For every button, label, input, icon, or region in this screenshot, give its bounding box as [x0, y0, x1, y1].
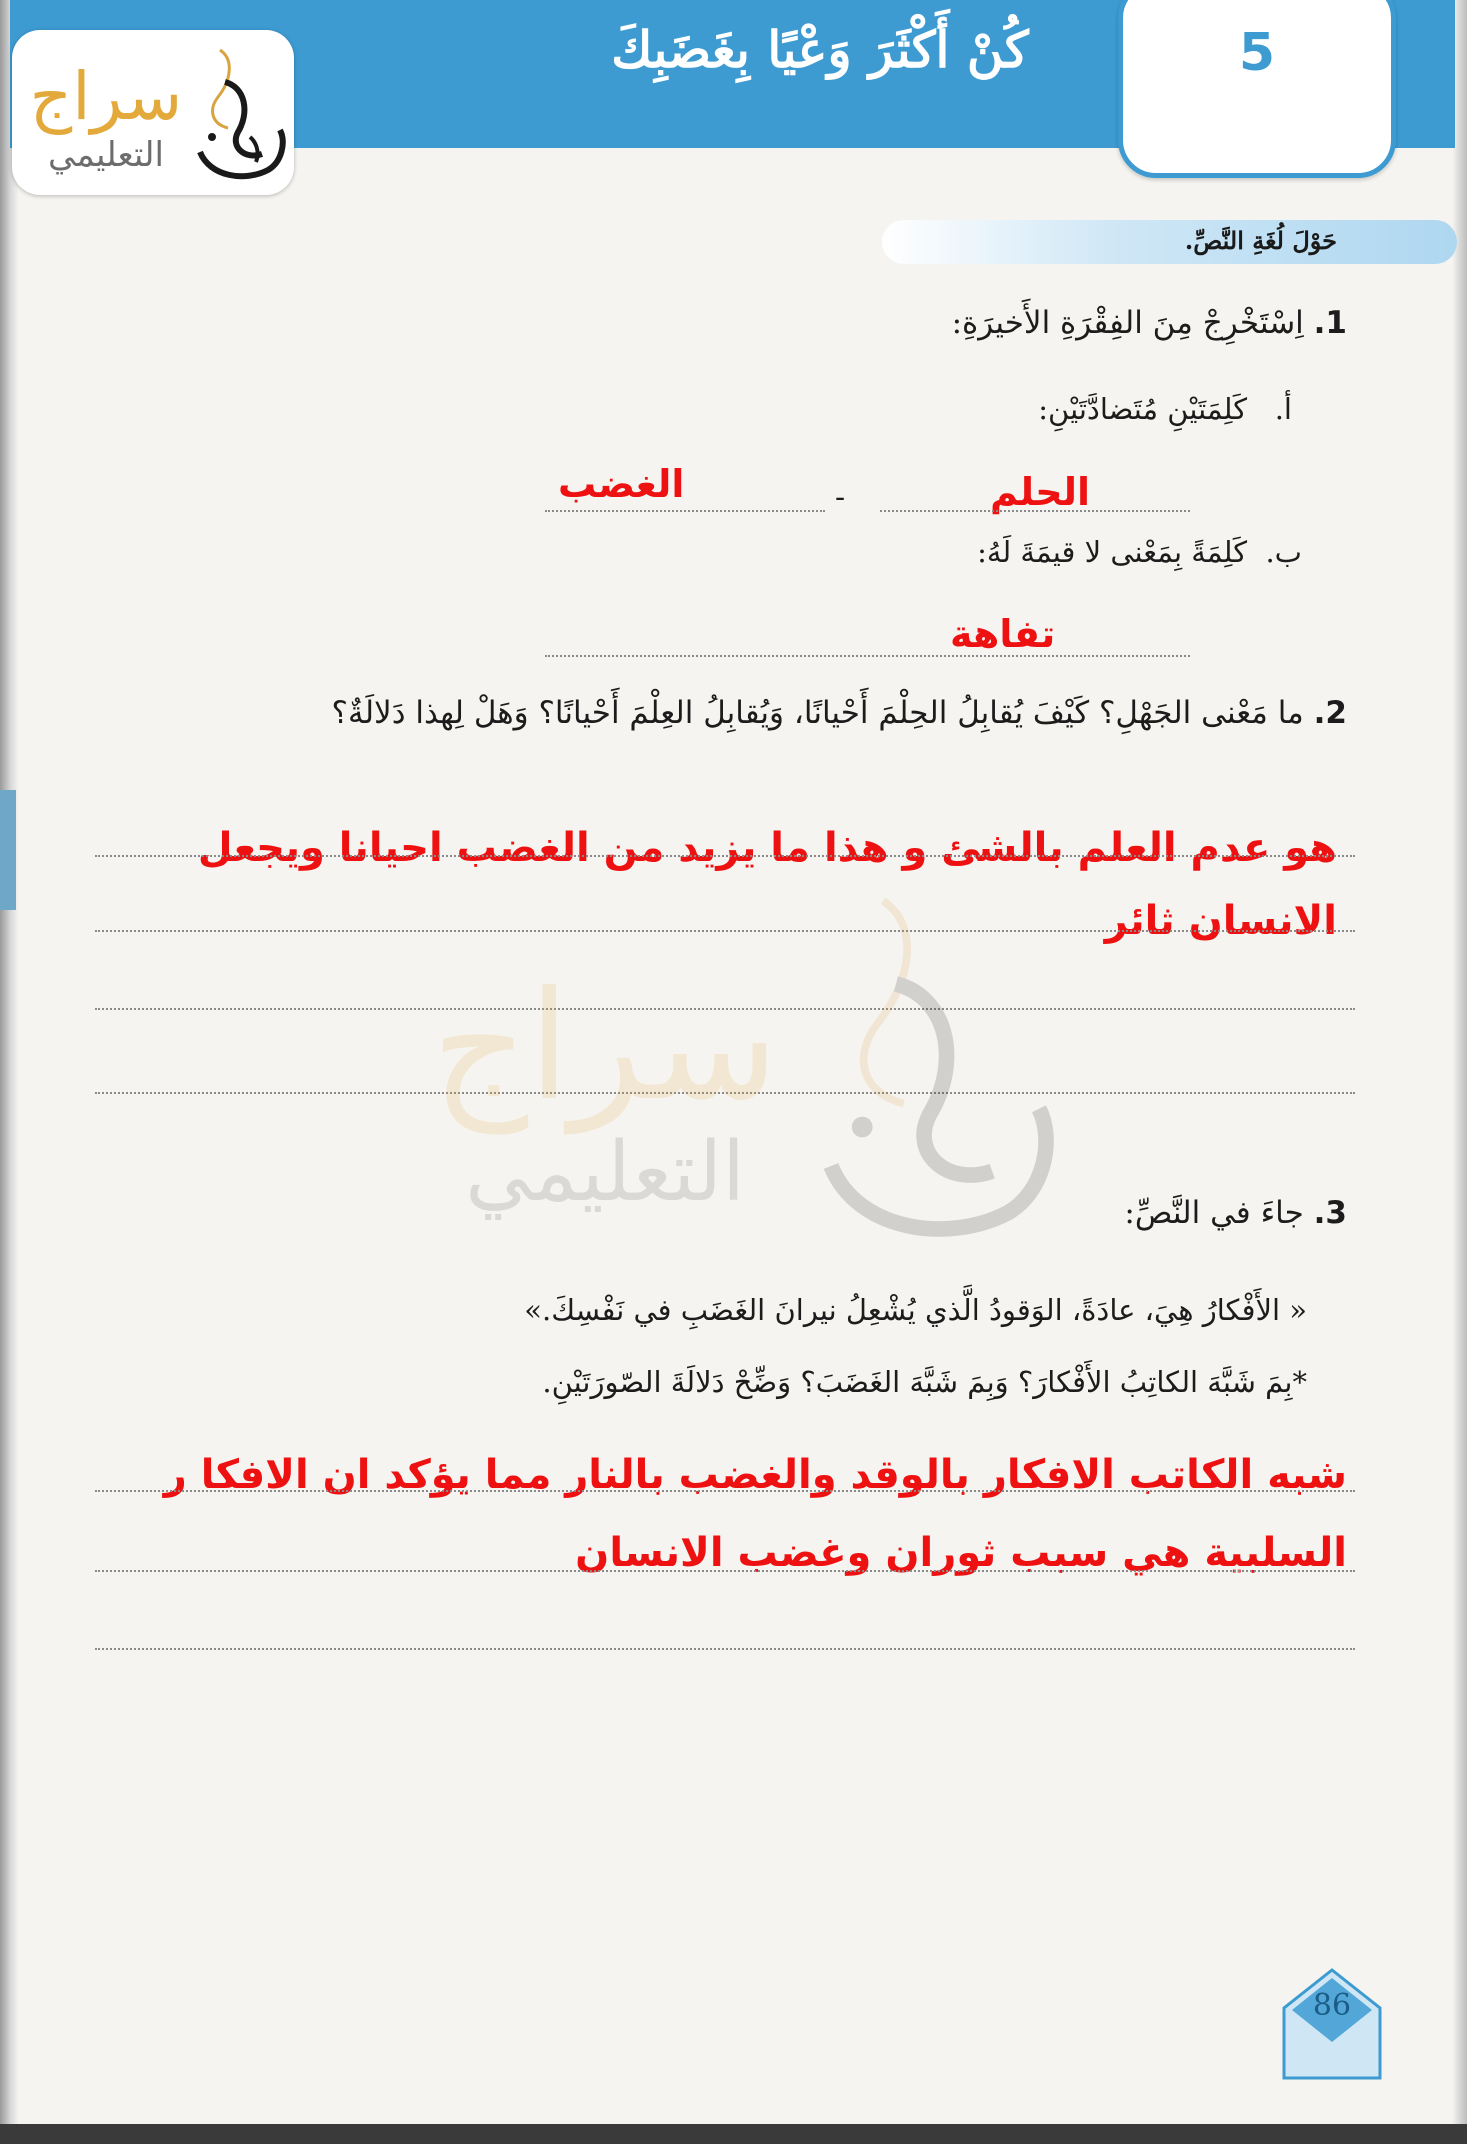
watermark-text-primary: سراج	[431, 960, 779, 1134]
answer-3-line-2: السلبية هي سبب ثوران وغضب الانسان	[575, 1530, 1347, 1576]
question-1-number: 1.	[1313, 305, 1347, 341]
scan-bottom-strip	[0, 2124, 1467, 2144]
answer-line-1a-right	[880, 510, 1190, 512]
question-2-text: ما مَعْنى الجَهْلِ؟ كَيْفَ يُقابِلُ الحِلْمَ أَحْيانًا، وَيُقابِلُ العِلْمَ أَحْيانًا؟ وَهَلْ لِهذا دَلالَةٌ؟	[331, 695, 1304, 731]
page-number-badge	[1280, 1968, 1384, 2080]
calligraphy-logo-icon	[190, 42, 290, 192]
question-1b	[742, 535, 1302, 569]
section-label: حَوْلَ لُغَةِ النَّصِّ.	[1184, 226, 1337, 255]
question-1a-text: كَلِمَتَيْنِ مُتَضادَّتَيْنِ:	[1038, 392, 1248, 426]
question-2	[247, 695, 1347, 731]
question-3-prompt: *بِمَ شَبَّهَ الكاتِبُ الأَفْكارَ؟ وَبِمَ شَبَّهَ الغَضَبَ؟ وَضِّحْ دَلالَةَ الصّورَتَيْنِ.	[542, 1365, 1307, 1399]
answer-2-line-2: الانسان ثائر	[1104, 898, 1337, 944]
answer-line-3c	[95, 1648, 1355, 1650]
question-1b-label: ب.	[1265, 535, 1302, 569]
page-right-edge	[1453, 0, 1467, 2144]
question-3	[847, 1195, 1347, 1231]
answer-1a-word-1: الحلم	[990, 470, 1090, 514]
chapter-number: 5	[1238, 23, 1276, 83]
siraj-logo	[12, 30, 294, 195]
answer-line-1b	[545, 655, 1190, 657]
question-1a-label: أ.	[1274, 392, 1292, 426]
watermark-text-secondary: التعليمي	[465, 1125, 745, 1220]
question-1	[647, 305, 1347, 341]
logo-text-primary: سراج	[29, 58, 183, 135]
question-1b-text: كَلِمَةً بِمَعْنى لا قيمَةَ لَهُ:	[977, 535, 1248, 569]
page-number: 86	[1312, 1988, 1352, 2023]
question-1-text: اِسْتَخْرِجْ مِنَ الفِقْرَةِ الأَخيرَةِ:	[951, 305, 1304, 341]
chapter-badge	[1118, 0, 1396, 178]
answer-3-line-1: شبه الكاتب الافكار بالوقد والغضب بالنار مما يؤكد ان الافكا ر	[163, 1452, 1347, 1498]
section-header-pill	[882, 220, 1457, 264]
logo-text-secondary: التعليمي	[48, 135, 164, 175]
question-3-quote: « الأَفْكارُ هِيَ، عادَةً، الوَقودُ الَّذي يُشْعِلُ نيرانَ الغَضَبِ في نَفْسِكَ.»	[524, 1293, 1307, 1327]
question-3-text: جاءَ في النَّصِّ:	[1124, 1195, 1304, 1231]
question-3-number: 3.	[1313, 1195, 1347, 1231]
page-edge-tab	[0, 790, 16, 910]
answer-1a-word-2: الغضب	[558, 462, 685, 506]
lesson-title: كُنْ أَكْثَرَ وَعْيًا بِغَضَبِكَ	[611, 20, 1029, 79]
page-gutter-shadow	[0, 0, 18, 2144]
answer-line-1a-left	[545, 510, 825, 512]
answer-1a-dash: -	[835, 480, 846, 515]
answer-1b: تفاهة	[950, 612, 1056, 656]
answer-line-2a	[95, 855, 1355, 857]
question-1a	[732, 392, 1292, 426]
answer-line-3a	[95, 1490, 1355, 1492]
answer-line-3b	[95, 1570, 1355, 1572]
question-2-number: 2.	[1313, 695, 1347, 731]
answer-2-line-1: هو عدم العلم بالشئ و هذا ما يزيد من الغضب احيانا ويجعل	[197, 825, 1337, 871]
